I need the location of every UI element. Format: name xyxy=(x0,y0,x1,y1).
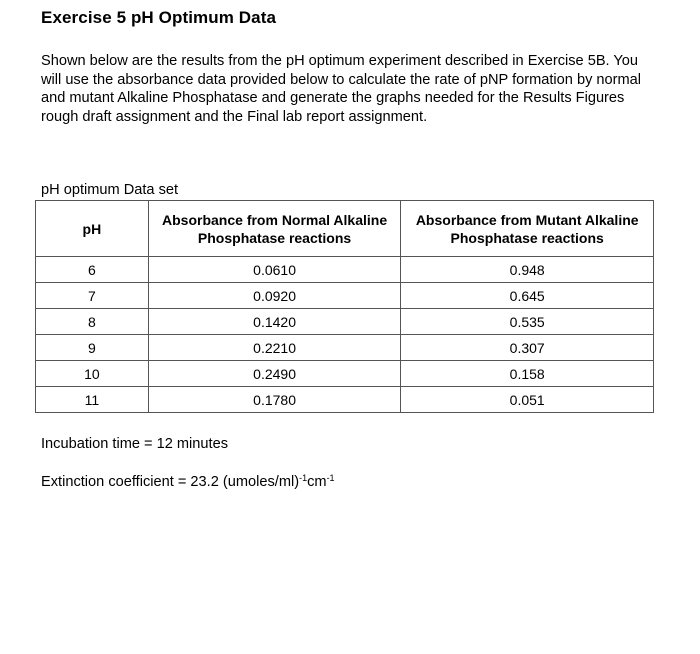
extinction-unit: cm xyxy=(307,474,327,490)
extinction-coefficient xyxy=(41,473,335,490)
cell-mutant: 0.051 xyxy=(401,387,654,413)
incubation-time: Incubation time = 12 minutes xyxy=(41,436,228,452)
cell-ph: 7 xyxy=(36,283,149,309)
cell-ph: 11 xyxy=(36,387,149,413)
cell-normal: 0.1420 xyxy=(148,309,401,335)
cell-ph: 8 xyxy=(36,309,149,335)
table-row xyxy=(36,309,654,335)
intro-paragraph: Shown below are the results from the pH optimum experiment described in Exercise 5B. You will use the absorbance data provided below to calculate the rate of pNP formation by normal and mutant Alkaline Phosphatase and generate the graphs needed for the Results Figures rough draft assignment and the Final lab report assignment. xyxy=(41,53,642,125)
cell-mutant: 0.645 xyxy=(401,283,654,309)
table-caption: pH optimum Data set xyxy=(41,182,179,198)
table-row xyxy=(36,283,654,309)
header-ph: pH xyxy=(36,201,149,257)
table-row xyxy=(36,335,654,361)
header-normal-absorbance: Absorbance from Normal Alkaline Phosphatase reactions xyxy=(148,201,401,257)
cell-mutant: 0.948 xyxy=(401,257,654,283)
cell-mutant: 0.158 xyxy=(401,361,654,387)
cell-normal: 0.0920 xyxy=(148,283,401,309)
table-header-row xyxy=(36,201,654,257)
cell-normal: 0.2490 xyxy=(148,361,401,387)
cell-ph: 10 xyxy=(36,361,149,387)
cell-normal: 0.0610 xyxy=(148,257,401,283)
cell-mutant: 0.535 xyxy=(401,309,654,335)
extinction-text: Extinction coefficient = 23.2 (umoles/ml) xyxy=(41,474,300,490)
table-row xyxy=(36,387,654,413)
ph-data-table xyxy=(35,200,654,413)
page-title: Exercise 5 pH Optimum Data xyxy=(41,8,277,27)
cell-ph: 6 xyxy=(36,257,149,283)
header-mutant-absorbance: Absorbance from Mutant Alkaline Phosphatase reactions xyxy=(401,201,654,257)
table-row xyxy=(36,257,654,283)
table-row xyxy=(36,361,654,387)
cell-ph: 9 xyxy=(36,335,149,361)
extinction-exponent-2: -1 xyxy=(326,473,335,483)
cell-normal: 0.1780 xyxy=(148,387,401,413)
extinction-exponent-1: -1 xyxy=(299,473,308,483)
cell-normal: 0.2210 xyxy=(148,335,401,361)
cell-mutant: 0.307 xyxy=(401,335,654,361)
